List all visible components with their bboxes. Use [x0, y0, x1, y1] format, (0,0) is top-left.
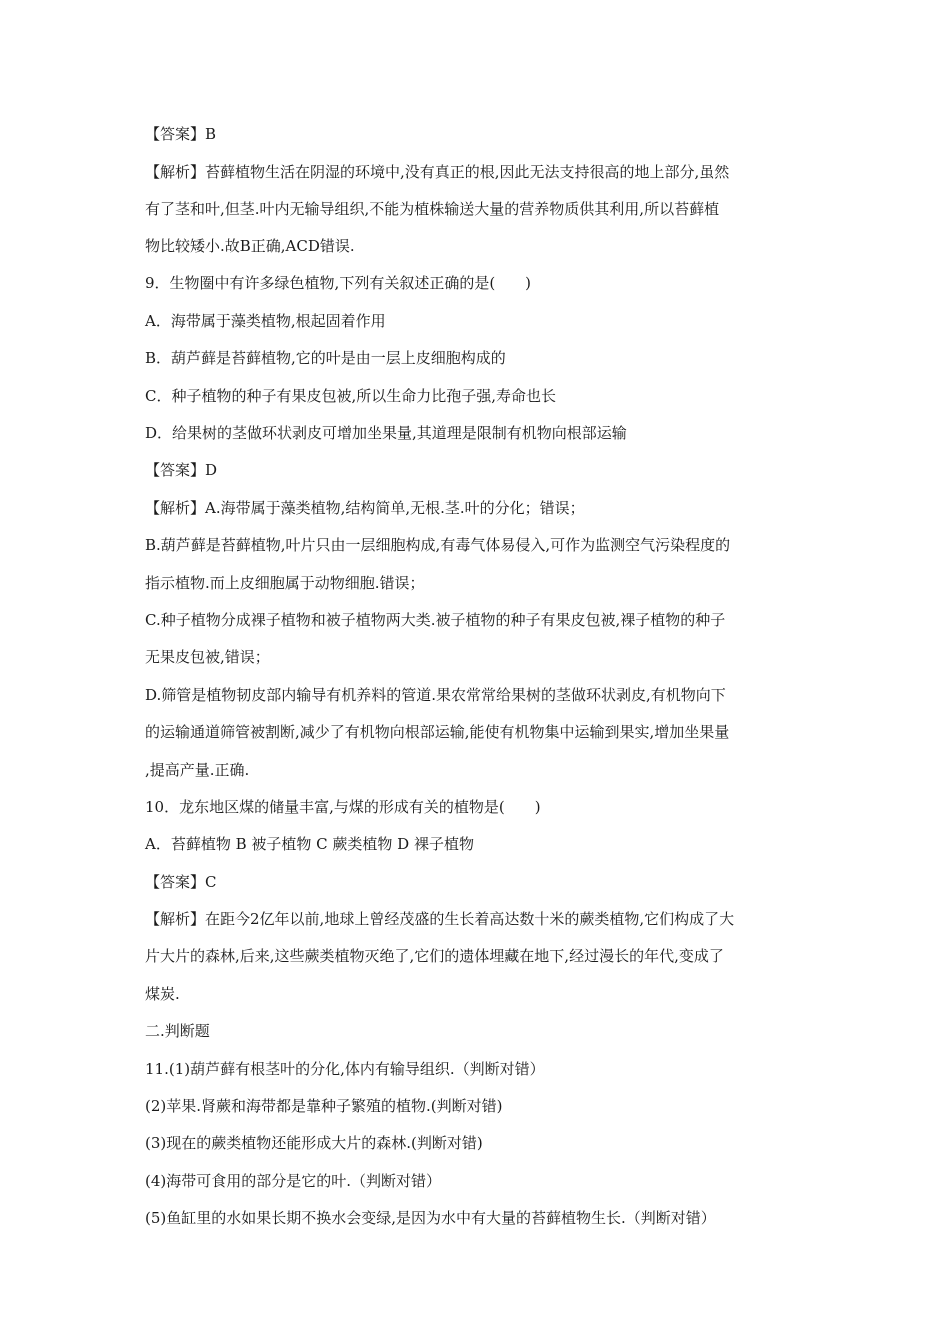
answer-9: 【答案】D	[145, 461, 218, 479]
analysis-9-line-6: D.筛管是植物韧皮部内输导有机养料的管道.果农常常给果树的茎做环状剥皮,有机物向下	[145, 686, 726, 704]
question-11-part-2: (2)苹果.肾蕨和海带都是靠种子繁殖的植物.(判断对错)	[145, 1097, 503, 1115]
question-11-part-1: 11.(1)葫芦藓有根茎叶的分化,体内有输导组织.（判断对错）	[145, 1060, 545, 1078]
question-10: 10．龙东地区煤的储量丰富,与煤的形成有关的植物是( )	[145, 798, 541, 816]
question-11-part-3: (3)现在的蕨类植物还能形成大片的森林.(判断对错)	[145, 1134, 483, 1152]
question-10-options: A．苔藓植物 B 被子植物 C 蕨类植物 D 裸子植物	[145, 835, 474, 853]
analysis-9-line-1: 【解析】A.海带属于藻类植物,结构简单,无根.茎.叶的分化；错误；	[145, 499, 585, 517]
question-9-option-a: A．海带属于藻类植物,根起固着作用	[145, 312, 386, 330]
analysis-10-line-3: 煤炭.	[145, 985, 180, 1003]
analysis-9-line-8: ,提高产量.正确.	[145, 761, 250, 779]
analysis-8-line-3: 物比较矮小.故B正确,ACD错误.	[145, 237, 355, 255]
analysis-9-line-3: 指示植物.而上皮细胞属于动物细胞.错误；	[145, 574, 425, 592]
question-9: 9．生物圈中有许多绿色植物,下列有关叙述正确的是( )	[145, 274, 532, 292]
analysis-8-line-2: 有了茎和叶,但茎.叶内无输导组织,不能为植株输送大量的营养物质供其利用,所以苔藓植	[145, 200, 720, 218]
section-heading-judgement: 二.判断题	[145, 1022, 210, 1040]
answer-8: 【答案】B	[145, 125, 217, 143]
question-9-option-d: D．给果树的茎做环状剥皮可增加坐果量,其道理是限制有机物向根部运输	[145, 424, 627, 442]
analysis-9-line-4: C.种子植物分成裸子植物和被子植物两大类.被子植物的种子有果皮包被,裸子植物的种子	[145, 611, 726, 629]
answer-10: 【答案】C	[145, 873, 217, 891]
analysis-10-line-1: 【解析】在距今2亿年以前,地球上曾经茂盛的生长着高达数十米的蕨类植物,它们构成了大	[145, 910, 735, 928]
analysis-8-line-1: 【解析】苔藓植物生活在阴湿的环境中,没有真正的根,因此无法支持很高的地上部分,虽然	[145, 163, 730, 181]
question-9-option-b: B．葫芦藓是苔藓植物,它的叶是由一层上皮细胞构成的	[145, 349, 506, 367]
analysis-9-line-7: 的运输通道筛管被割断,减少了有机物向根部运输,能使有机物集中运输到果实,增加坐果量	[145, 723, 730, 741]
analysis-10-line-2: 片大片的森林,后来,这些蕨类植物灭绝了,它们的遗体埋藏在地下,经过漫长的年代,变成了	[145, 947, 724, 965]
question-11-part-4: (4)海带可食用的部分是它的叶.（判断对错）	[145, 1172, 442, 1190]
question-11-part-5: (5)鱼缸里的水如果长期不换水会变绿,是因为水中有大量的苔藓植物生长.（判断对错）	[145, 1209, 716, 1227]
question-9-option-c: C．种子植物的种子有果皮包被,所以生命力比孢子强,寿命也长	[145, 387, 557, 405]
analysis-9-line-2: B.葫芦藓是苔藓植物,叶片只由一层细胞构成,有毒气体易侵入,可作为监测空气污染程度的	[145, 536, 731, 554]
analysis-9-line-5: 无果皮包被,错误；	[145, 648, 270, 666]
